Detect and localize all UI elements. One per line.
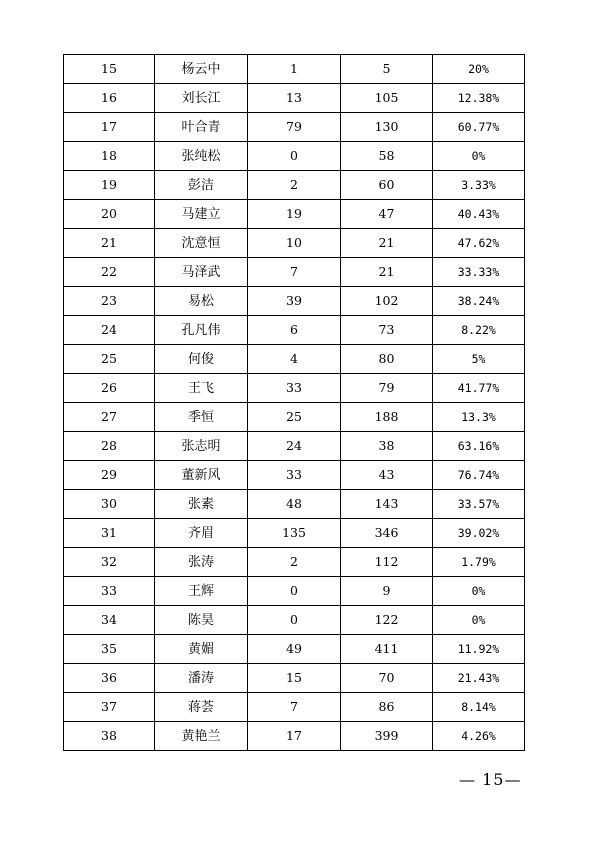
percentage-cell [433, 490, 525, 519]
name-cell [155, 55, 248, 84]
row-number-cell [64, 84, 155, 113]
percentage-cell-text: 8.22% [461, 322, 496, 337]
name-cell-text: 王辉 [187, 583, 214, 599]
row-number-cell-text: 20 [101, 205, 117, 221]
row-number-cell-text: 37 [101, 698, 117, 714]
percentage-cell-text: 33.33% [457, 264, 500, 279]
name-cell-text: 黄媚 [187, 641, 214, 657]
percentage-cell-text: 0% [471, 583, 486, 598]
name-cell-text: 刘长江 [181, 90, 221, 106]
row-number-cell [64, 722, 155, 751]
percentage-cell [433, 635, 525, 664]
name-cell-text: 齐眉 [187, 525, 214, 541]
count-cell-text: 19 [286, 205, 302, 221]
count-cell-text: 15 [286, 669, 302, 685]
count-cell [248, 113, 341, 142]
name-cell-text: 杨云中 [181, 61, 221, 77]
count-cell-text: 7 [290, 698, 298, 714]
row-number-cell [64, 229, 155, 258]
count-cell-text: 13 [286, 89, 302, 105]
row-number-cell-text: 18 [101, 147, 117, 163]
row-number-cell [64, 316, 155, 345]
total-cell-text: 38 [378, 437, 395, 453]
percentage-cell-text: 33.57% [457, 496, 500, 511]
total-cell [341, 519, 433, 548]
percentage-cell-text: 11.92% [457, 641, 500, 656]
percentage-cell [433, 171, 525, 200]
count-cell-text: 25 [286, 408, 302, 424]
total-cell-text: 79 [378, 379, 395, 395]
table-row [64, 229, 525, 258]
percentage-cell [433, 693, 525, 722]
count-cell [248, 664, 341, 693]
name-cell [155, 403, 248, 432]
percentage-cell [433, 374, 525, 403]
name-cell [155, 461, 248, 490]
row-number-cell-text: 22 [101, 263, 117, 279]
table-row [64, 142, 525, 171]
table-row [64, 606, 525, 635]
total-cell-text: 73 [378, 321, 395, 337]
name-cell-text: 马泽武 [181, 264, 221, 280]
count-cell [248, 432, 341, 461]
percentage-cell-text: 5% [471, 351, 486, 366]
name-cell-text: 马建立 [181, 206, 221, 222]
count-cell [248, 316, 341, 345]
row-number-cell [64, 606, 155, 635]
count-cell [248, 374, 341, 403]
count-cell [248, 635, 341, 664]
row-number-cell [64, 635, 155, 664]
percentage-cell [433, 606, 525, 635]
count-cell [248, 345, 341, 374]
row-number-cell-text: 17 [101, 118, 117, 134]
row-number-cell [64, 519, 155, 548]
name-cell-text: 黄艳兰 [181, 728, 221, 744]
total-cell [341, 635, 433, 664]
name-cell [155, 171, 248, 200]
percentage-cell-text: 63.16% [457, 438, 500, 453]
count-cell [248, 200, 341, 229]
name-cell [155, 316, 248, 345]
count-cell [248, 84, 341, 113]
total-cell [341, 258, 433, 287]
percentage-cell-text: 0% [471, 148, 486, 163]
name-cell-text: 张纯松 [181, 148, 221, 164]
name-cell-text: 叶合青 [181, 119, 221, 135]
total-cell-text: 399 [374, 727, 399, 743]
row-number-cell [64, 664, 155, 693]
total-cell [341, 171, 433, 200]
row-number-cell-text: 19 [101, 176, 117, 192]
page-number: — 15— [459, 770, 522, 789]
percentage-cell-text: 38.24% [457, 293, 500, 308]
percentage-cell [433, 345, 525, 374]
row-number-cell [64, 548, 155, 577]
percentage-cell [433, 432, 525, 461]
table-row [64, 171, 525, 200]
name-cell-text: 沈意恒 [181, 235, 221, 251]
count-cell [248, 55, 341, 84]
row-number-cell [64, 142, 155, 171]
name-cell [155, 490, 248, 519]
count-cell [248, 229, 341, 258]
name-cell-text: 张志明 [181, 438, 221, 454]
row-number-cell [64, 374, 155, 403]
count-cell-text: 4 [290, 350, 298, 366]
total-cell [341, 490, 433, 519]
count-cell-text: 10 [286, 234, 302, 250]
table-row [64, 548, 525, 577]
count-cell-text: 39 [286, 292, 302, 308]
count-cell [248, 258, 341, 287]
count-cell-text: 6 [290, 321, 298, 337]
total-cell-text: 9 [382, 582, 391, 598]
total-cell [341, 345, 433, 374]
name-cell [155, 374, 248, 403]
count-cell [248, 403, 341, 432]
percentage-cell-text: 13.3% [461, 409, 496, 424]
table-row [64, 693, 525, 722]
table-row [64, 577, 525, 606]
percentage-cell-text: 12.38% [457, 90, 500, 105]
name-cell [155, 258, 248, 287]
name-cell [155, 287, 248, 316]
table-row [64, 345, 525, 374]
row-number-cell-text: 33 [101, 582, 117, 598]
count-cell-text: 7 [290, 263, 298, 279]
name-cell-text: 董新风 [181, 467, 221, 483]
percentage-cell-text: 76.74% [457, 467, 500, 482]
row-number-cell [64, 287, 155, 316]
row-number-cell-text: 34 [101, 611, 117, 627]
count-cell [248, 548, 341, 577]
count-cell-text: 1 [290, 60, 298, 76]
total-cell [341, 606, 433, 635]
count-cell [248, 461, 341, 490]
total-cell [341, 577, 433, 606]
name-cell-text: 孔凡伟 [181, 322, 221, 338]
row-number-cell [64, 345, 155, 374]
name-cell-text: 王飞 [187, 380, 214, 396]
name-cell [155, 693, 248, 722]
table-row [64, 374, 525, 403]
name-cell [155, 519, 248, 548]
name-cell-text: 潘涛 [187, 670, 214, 686]
row-number-cell-text: 16 [101, 89, 117, 105]
count-cell [248, 490, 341, 519]
count-cell [248, 142, 341, 171]
name-cell-text: 张素 [187, 496, 214, 512]
percentage-cell [433, 84, 525, 113]
table-row [64, 316, 525, 345]
count-cell-text: 49 [286, 640, 302, 656]
count-cell-text: 2 [290, 176, 298, 192]
row-number-cell-text: 30 [101, 495, 117, 511]
name-cell [155, 229, 248, 258]
row-number-cell-text: 23 [101, 292, 117, 308]
table-row [64, 722, 525, 751]
percentage-cell [433, 258, 525, 287]
count-cell [248, 722, 341, 751]
percentage-cell [433, 722, 525, 751]
percentage-cell-text: 20% [468, 61, 489, 76]
table-row [64, 461, 525, 490]
row-number-cell-text: 25 [101, 350, 117, 366]
table-body [64, 55, 525, 751]
table-row [64, 113, 525, 142]
percentage-cell-text: 40.43% [457, 206, 500, 221]
table-row [64, 490, 525, 519]
percentage-cell [433, 461, 525, 490]
percentage-cell [433, 55, 525, 84]
name-cell [155, 142, 248, 171]
percentage-cell-text: 41.77% [457, 380, 500, 395]
count-cell [248, 287, 341, 316]
total-cell [341, 55, 433, 84]
table-row [64, 664, 525, 693]
total-cell [341, 113, 433, 142]
name-cell-text: 彭洁 [187, 177, 214, 193]
row-number-cell-text: 24 [101, 321, 117, 337]
count-cell [248, 519, 341, 548]
total-cell-text: 47 [378, 205, 395, 221]
table-row [64, 519, 525, 548]
count-cell-text: 135 [282, 524, 306, 540]
name-cell [155, 432, 248, 461]
total-cell [341, 374, 433, 403]
row-number-cell [64, 200, 155, 229]
count-cell [248, 171, 341, 200]
row-number-cell [64, 577, 155, 606]
percentage-cell-text: 8.14% [461, 699, 496, 714]
total-cell-text: 130 [374, 118, 399, 134]
row-number-cell [64, 258, 155, 287]
name-cell-text: 何俊 [187, 351, 214, 367]
percentage-cell-text: 21.43% [457, 670, 500, 685]
row-number-cell [64, 55, 155, 84]
total-cell [341, 664, 433, 693]
total-cell [341, 403, 433, 432]
total-cell-text: 102 [374, 292, 399, 308]
name-cell-text: 季恒 [187, 409, 214, 425]
total-cell [341, 693, 433, 722]
total-cell-text: 86 [378, 698, 395, 714]
name-cell [155, 345, 248, 374]
count-cell-text: 24 [286, 437, 302, 453]
percentage-cell-text: 1.79% [461, 554, 496, 569]
total-cell-text: 21 [378, 234, 395, 250]
percentage-cell [433, 664, 525, 693]
name-cell [155, 200, 248, 229]
total-cell-text: 60 [378, 176, 395, 192]
statistics-table [63, 54, 525, 751]
table-row [64, 287, 525, 316]
row-number-cell-text: 32 [101, 553, 117, 569]
total-cell-text: 188 [374, 408, 399, 424]
total-cell-text: 70 [378, 669, 395, 685]
row-number-cell-text: 26 [101, 379, 117, 395]
percentage-cell [433, 577, 525, 606]
row-number-cell [64, 113, 155, 142]
percentage-cell [433, 229, 525, 258]
percentage-cell [433, 113, 525, 142]
row-number-cell [64, 693, 155, 722]
percentage-cell-text: 47.62% [457, 235, 500, 250]
total-cell-text: 143 [374, 495, 399, 511]
table-row [64, 258, 525, 287]
row-number-cell-text: 27 [101, 408, 117, 424]
name-cell [155, 548, 248, 577]
row-number-cell [64, 461, 155, 490]
total-cell [341, 229, 433, 258]
name-cell [155, 113, 248, 142]
row-number-cell-text: 28 [101, 437, 117, 453]
count-cell-text: 79 [286, 118, 302, 134]
name-cell [155, 84, 248, 113]
percentage-cell-text: 39.02% [457, 525, 500, 540]
count-cell-text: 33 [286, 379, 302, 395]
total-cell [341, 548, 433, 577]
row-number-cell-text: 21 [101, 234, 117, 250]
total-cell-text: 112 [374, 553, 399, 569]
total-cell-text: 21 [378, 263, 395, 279]
total-cell [341, 84, 433, 113]
row-number-cell [64, 403, 155, 432]
table-row [64, 635, 525, 664]
percentage-cell-text: 3.33% [461, 177, 496, 192]
table-row [64, 403, 525, 432]
percentage-cell [433, 316, 525, 345]
name-cell-text: 蒋荟 [187, 699, 214, 715]
percentage-cell [433, 403, 525, 432]
percentage-cell-text: 4.26% [461, 728, 496, 743]
total-cell-text: 5 [382, 60, 391, 76]
row-number-cell [64, 171, 155, 200]
row-number-cell-text: 31 [101, 524, 117, 540]
table-row [64, 200, 525, 229]
table-row [64, 55, 525, 84]
row-number-cell-text: 29 [101, 466, 117, 482]
percentage-cell [433, 287, 525, 316]
total-cell-text: 411 [374, 640, 399, 656]
count-cell-text: 33 [286, 466, 302, 482]
count-cell-text: 0 [290, 582, 298, 598]
count-cell-text: 2 [290, 553, 298, 569]
percentage-cell-text: 0% [471, 612, 486, 627]
percentage-cell [433, 519, 525, 548]
percentage-cell-text: 60.77% [457, 119, 500, 134]
count-cell [248, 577, 341, 606]
total-cell-text: 105 [374, 89, 399, 105]
table-row [64, 432, 525, 461]
name-cell-text: 易松 [187, 293, 214, 309]
total-cell [341, 200, 433, 229]
percentage-cell [433, 200, 525, 229]
total-cell-text: 122 [374, 611, 399, 627]
row-number-cell [64, 490, 155, 519]
row-number-cell-text: 36 [101, 669, 117, 685]
percentage-cell [433, 548, 525, 577]
name-cell [155, 722, 248, 751]
row-number-cell-text: 38 [101, 727, 117, 743]
total-cell [341, 432, 433, 461]
count-cell [248, 606, 341, 635]
total-cell-text: 80 [378, 350, 395, 366]
total-cell-text: 346 [374, 524, 399, 540]
row-number-cell-text: 15 [101, 60, 117, 76]
name-cell [155, 577, 248, 606]
count-cell-text: 48 [286, 495, 302, 511]
name-cell [155, 664, 248, 693]
row-number-cell [64, 432, 155, 461]
total-cell-text: 58 [378, 147, 395, 163]
total-cell [341, 142, 433, 171]
total-cell [341, 287, 433, 316]
name-cell-text: 陈昊 [187, 612, 214, 628]
total-cell [341, 722, 433, 751]
percentage-cell [433, 142, 525, 171]
total-cell [341, 461, 433, 490]
name-cell-text: 张涛 [187, 554, 214, 570]
total-cell-text: 43 [378, 466, 395, 482]
name-cell [155, 606, 248, 635]
row-number-cell-text: 35 [101, 640, 117, 656]
table-row [64, 84, 525, 113]
count-cell [248, 693, 341, 722]
count-cell-text: 0 [290, 611, 298, 627]
count-cell-text: 0 [290, 147, 298, 163]
total-cell [341, 316, 433, 345]
count-cell-text: 17 [286, 727, 302, 743]
name-cell [155, 635, 248, 664]
